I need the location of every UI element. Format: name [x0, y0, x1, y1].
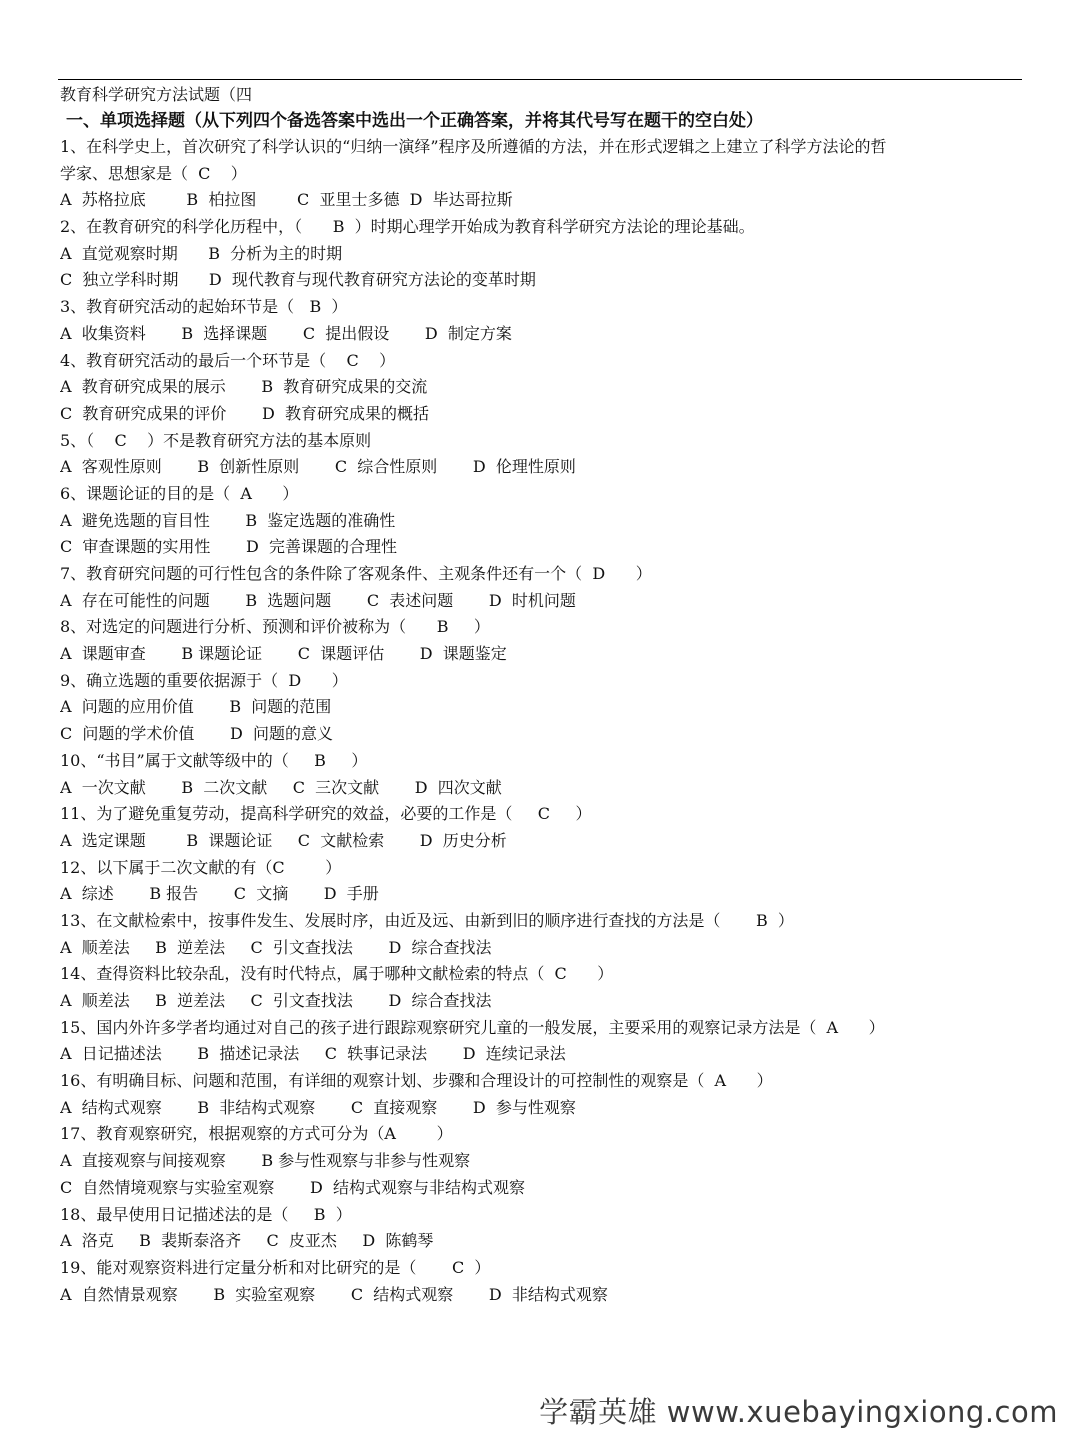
text-line: A 直接观察与间接观察 B 参与性观察与非参与性观察 [60, 1151, 471, 1171]
text-line: 10、“书目”属于文献等级中的（ B ） [60, 750, 368, 770]
question-list [60, 134, 1020, 1308]
text-line: 7、教育研究问题的可行性包含的条件除了客观条件、主观条件还有一个（ D ） [60, 564, 652, 583]
text-line: 8、对选定的问题进行分析、预测和评价被称为（ B ） [60, 617, 490, 637]
text-line: 6、课题论证的目的是（ A ） [60, 483, 299, 503]
text-line: 3、教育研究活动的起始环节是（ B ） [60, 297, 348, 317]
text-line: A 选定课题 B 课题论证 C 文献检索 D 历史分析 [60, 830, 507, 850]
text-line: 16、有明确目标、问题和范围，有详细的观察计划、步骤和合理设计的可控制性的观察是（ A ） [60, 1071, 773, 1091]
text-line: C 教育研究成果的评价 D 教育研究成果的概括 [60, 403, 430, 423]
text-line: A 客观性原则 B 创新性原则 C 综合性原则 D 伦理性原则 [60, 457, 576, 477]
document-title: 教育科学研究方法试题（四 [60, 85, 253, 104]
text-line: A 存在可能性的问题 B 选题问题 C 表述问题 D 时机问题 [60, 590, 576, 610]
text-line: 17、教育观察研究，根据观察的方式可分为（A ） [60, 1124, 453, 1144]
text-line: A 顺差法 B 逆差法 C 引文查找法 D 综合查找法 [60, 937, 492, 957]
text-line: 15、国内外许多学者均通过对自己的孩子进行跟踪观察研究儿童的一般发展，主要采用的观察记录方法是（ A ） [60, 1017, 885, 1037]
top-rule [58, 79, 1022, 80]
text-line: A 问题的应用价值 B 问题的范围 [60, 697, 332, 717]
document-body [60, 82, 1020, 1308]
text-line: 5、（ C ）不是教育研究方法的基本原则 [60, 430, 372, 450]
text-line: C 审查课题的实用性 D 完善课题的合理性 [60, 537, 398, 557]
text-line: 18、最早使用日记描述法的是（ B ） [60, 1204, 352, 1224]
text-line: 9、确立选题的重要依据源于（ D ） [60, 670, 348, 690]
text-line: A 结构式观察 B 非结构式观察 C 直接观察 D 参与性观察 [60, 1097, 576, 1117]
text-line: 4、教育研究活动的最后一个环节是（ C ） [60, 350, 396, 370]
text-line: A 日记描述法 B 描述记录法 C 轶事记录法 D 连续记录法 [60, 1044, 566, 1064]
text-line: 1、在科学史上，首次研究了科学认识的“归纳一演绎”程序及所遵循的方法，并在形式逻辑之上建立了科学方法论的哲 [60, 137, 887, 156]
text-line: 学家、思想家是（ C ） [60, 163, 247, 183]
text-line: A 教育研究成果的展示 B 教育研究成果的交流 [60, 377, 428, 397]
text-line: 12、以下属于二次文献的有（C ） [60, 857, 342, 877]
watermark-logo: 学霸英雄 www.xuebayingxiong.com [539, 1395, 1058, 1429]
text-line: C 独立学科时期 D 现代教育与现代教育研究方法论的变革时期 [60, 270, 536, 290]
text-line: A 苏格拉底 B 柏拉图 C 亚里士多德 D 毕达哥拉斯 [60, 190, 513, 210]
text-line: A 自然情景观察 B 实验室观察 C 结构式观察 D 非结构式观察 [60, 1284, 608, 1304]
text-line: A 顺差法 B 逆差法 C 引文查找法 D 综合查找法 [60, 991, 492, 1010]
text-line: C 问题的学术价值 D 问题的意义 [60, 724, 334, 744]
section-heading: 一、单项选择题（从下列四个备选答案中选出一个正确答案，并将其代号写在题干的空白处） [66, 111, 763, 131]
text-line: A 洛克 B 裴斯泰洛齐 C 皮亚杰 D 陈鹤琴 [60, 1231, 434, 1251]
text-line: 2、在教育研究的科学化历程中，（ B ）时期心理学开始成为教育科学研究方法论的理论基础。 [60, 217, 755, 237]
text-line: A 综述 B 报告 C 文摘 D 手册 [60, 884, 379, 904]
text-line: A 课题审查 B 课题论证 C 课题评估 D 课题鉴定 [60, 644, 507, 664]
text-line: 14、查得资料比较杂乱，没有时代特点，属于哪种文献检索的特点（ C ） [60, 964, 614, 984]
text-line: 13、在文献检索中，按事件发生、发展时序，由近及远、由新到旧的顺序进行查找的方法是（ B ） [60, 910, 794, 930]
text-line: 11、为了避免重复劳动，提高科学研究的效益，必要的工作是（ C ） [60, 804, 592, 824]
text-line: A 一次文献 B 二次文献 C 三次文献 D 四次文献 [60, 777, 502, 797]
text-line: 19、能对观察资料进行定量分析和对比研究的是（ C ） [60, 1257, 491, 1277]
text-line: A 直觉观察时期 B 分析为主的时期 [60, 243, 343, 263]
text-line: A 收集资料 B 选择课题 C 提出假设 D 制定方案 [60, 323, 512, 343]
text-line: C 自然情境观察与实验室观察 D 结构式观察与非结构式观察 [60, 1177, 526, 1197]
text-line: A 避免选题的盲目性 B 鉴定选题的准确性 [60, 510, 396, 530]
